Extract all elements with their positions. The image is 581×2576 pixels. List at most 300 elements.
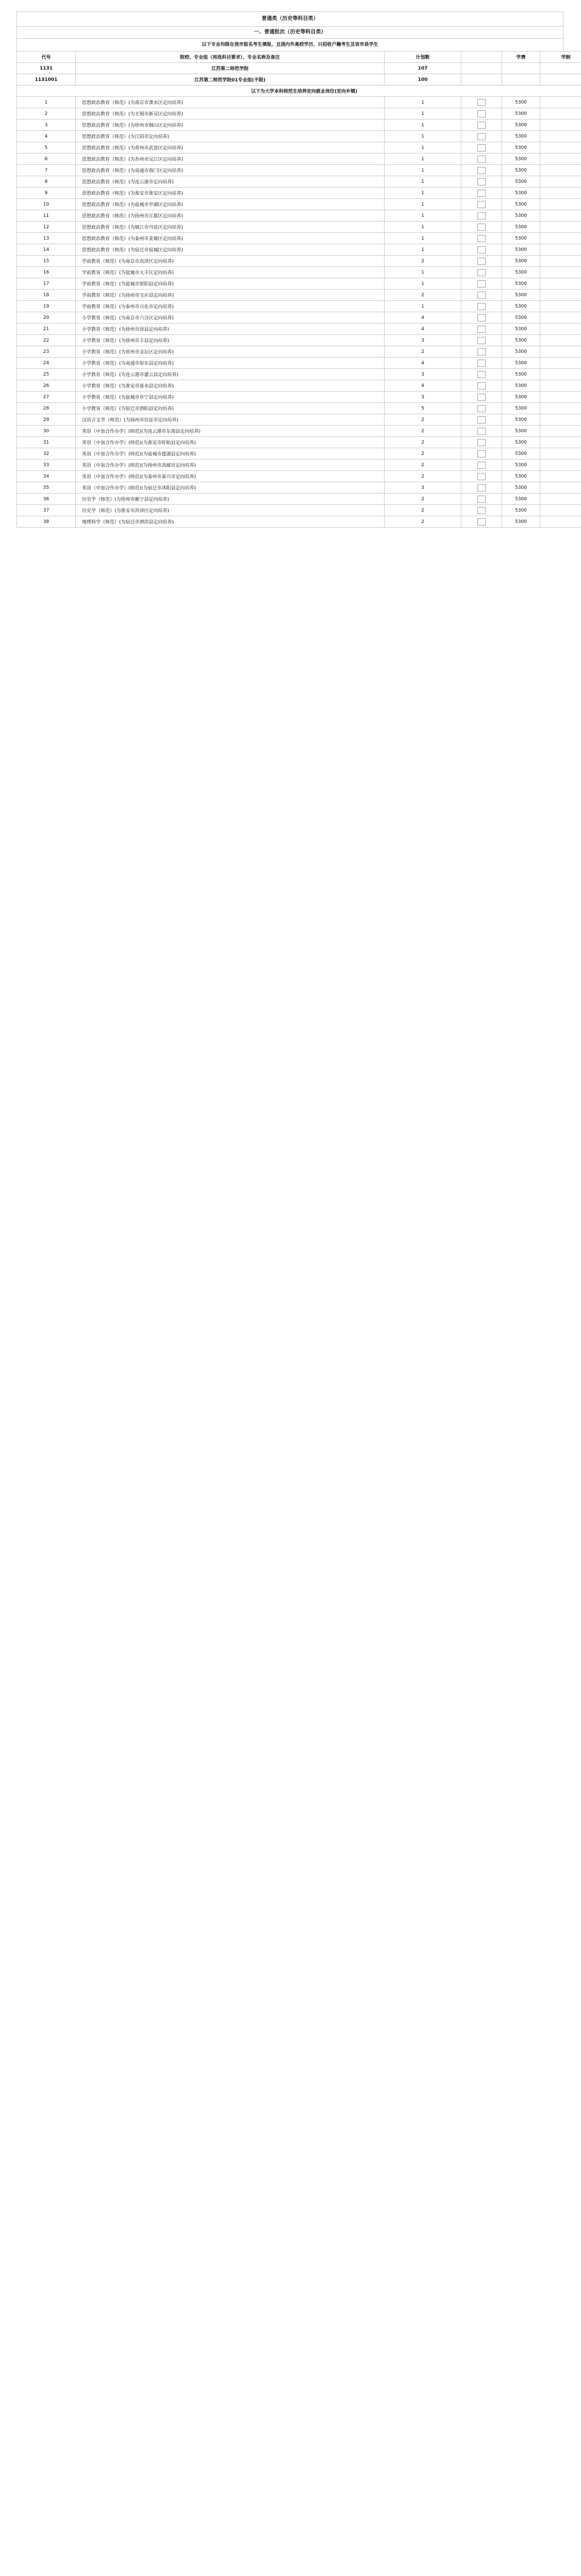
row-code: 31 [17,437,76,448]
row-checkbox[interactable] [461,516,502,528]
row-years [540,414,581,426]
row-code: 27 [17,392,76,403]
row-plan: 3 [385,369,461,380]
row-checkbox[interactable] [461,301,502,312]
row-major: 思想政治教育（师范）(为徐州市铜山区定向培养) [76,120,385,131]
row-fee: 5300 [502,278,540,290]
school-row [17,63,581,74]
checkbox-icon[interactable] [477,314,486,321]
row-years [540,494,581,505]
row-years [540,256,581,267]
row-major: 英语（中加合作办学）(师范)(为泰州市泰兴市定向培养) [76,471,385,482]
row-major: 学前教育（师范）(为泰州市兴化市定向培养) [76,301,385,312]
row-code: 35 [17,482,76,494]
table-row [17,131,581,142]
row-plan: 1 [385,108,461,120]
checkbox-icon[interactable] [477,326,486,333]
row-checkbox[interactable] [461,324,502,335]
table-row [17,324,581,335]
row-major: 小学教育（师范）(为宿迁市泗阳县定向培养) [76,403,385,414]
table-header-row [17,52,581,63]
row-years [540,97,581,108]
table-row [17,108,581,120]
checkbox-icon[interactable] [477,201,486,208]
header-blank [461,52,502,63]
row-fee: 5300 [502,222,540,233]
row-major: 思想政治教育（师范）(为镇江市丹徒区定向培养) [76,222,385,233]
checkbox-icon[interactable] [477,405,486,412]
row-years [540,278,581,290]
row-major: 汉语言文学（师范）(为扬州市仪征市定向培养) [76,414,385,426]
row-checkbox[interactable] [461,482,502,494]
row-major: 英语（中加合作办学）(师范)(为扬州市高邮市定向培养) [76,460,385,471]
checkbox-icon[interactable] [477,450,486,457]
row-code: 8 [17,176,76,188]
table-row [17,335,581,346]
header-code: 代号 [17,52,76,63]
table-row [17,165,581,176]
row-checkbox[interactable] [461,188,502,199]
row-major: 思想政治教育（师范）(为无锡市新吴区定向培养) [76,108,385,120]
table-row [17,369,581,380]
checkbox-icon[interactable] [477,280,486,287]
row-code: 34 [17,471,76,482]
row-checkbox[interactable] [461,278,502,290]
row-fee: 5300 [502,199,540,210]
plan-table [16,51,581,528]
row-major: 思想政治教育（师范）(为泰州市姜堰区定向培养) [76,233,385,244]
row-checkbox[interactable] [461,380,502,392]
row-code: 37 [17,505,76,516]
table-row [17,301,581,312]
row-fee: 5300 [502,414,540,426]
row-years [540,471,581,482]
row-checkbox[interactable] [461,131,502,142]
row-code: 18 [17,290,76,301]
row-years [540,426,581,437]
checkbox-icon[interactable] [477,235,486,242]
row-years [540,131,581,142]
row-plan: 2 [385,516,461,528]
table-row [17,267,581,278]
row-years [540,290,581,301]
row-major: 小学教育（师范）(为淮安市涟水县定向培养) [76,380,385,392]
checkbox-icon[interactable] [477,382,486,389]
row-code: 32 [17,448,76,460]
table-row [17,278,581,290]
table-row [17,460,581,471]
row-major: 英语（中加合作办学）(师范)(为淮安市盱眙县定向培养) [76,437,385,448]
row-major: 小学教育（师范）(为徐州市丰县定向培养) [76,335,385,346]
row-major: 英语（中加合作办学）(师范)(为连云港市东海县定向培养) [76,426,385,437]
row-code: 21 [17,324,76,335]
header-plan: 计划数 [385,52,461,63]
table-row [17,380,581,392]
row-fee: 5300 [502,290,540,301]
row-checkbox[interactable] [461,392,502,403]
row-years [540,120,581,131]
checkbox-icon[interactable] [477,518,486,526]
row-years [540,448,581,460]
group-row [17,74,581,86]
table-row [17,222,581,233]
row-plan: 1 [385,120,461,131]
table-row [17,120,581,131]
group-code: 1131001 [17,74,76,86]
row-years [540,154,581,165]
row-checkbox[interactable] [461,471,502,482]
school-empty-2 [502,63,540,74]
table-row [17,516,581,528]
row-years [540,222,581,233]
row-plan: 1 [385,278,461,290]
row-checkbox[interactable] [461,437,502,448]
row-checkbox[interactable] [461,256,502,267]
row-major: 学前教育（师范）(为南京市高淳区定向培养) [76,256,385,267]
row-code: 3 [17,120,76,131]
row-checkbox[interactable] [461,199,502,210]
row-major: 英语（中加合作办学）(师范)(为盐城市建湖县定向培养) [76,448,385,460]
row-plan: 1 [385,244,461,256]
checkbox-icon[interactable] [477,292,486,299]
row-plan: 1 [385,210,461,222]
row-checkbox[interactable] [461,426,502,437]
row-fee: 5300 [502,494,540,505]
row-years [540,516,581,528]
row-years [540,312,581,324]
group-plan: 100 [385,74,461,86]
row-years [540,199,581,210]
row-major: 英语（中加合作办学）(师范)(为宿迁市沭阳县定向培养) [76,482,385,494]
row-fee: 5300 [502,120,540,131]
row-plan: 4 [385,324,461,335]
row-major: 思想政治教育（师范）(为江阴市定向培养) [76,131,385,142]
row-fee: 5300 [502,97,540,108]
row-years [540,165,581,176]
row-checkbox[interactable] [461,120,502,131]
row-checkbox[interactable] [461,505,502,516]
row-checkbox[interactable] [461,346,502,358]
row-plan: 4 [385,380,461,392]
row-plan: 3 [385,482,461,494]
table-row [17,290,581,301]
checkbox-icon[interactable] [477,178,486,185]
row-major: 小学教育（师范）(为徐州市沛县定向培养) [76,324,385,335]
table-row [17,142,581,154]
row-code: 10 [17,199,76,210]
row-fee: 5300 [502,482,540,494]
row-plan: 2 [385,471,461,482]
checkbox-icon[interactable] [477,394,486,401]
row-plan: 2 [385,448,461,460]
row-code: 7 [17,165,76,176]
section-note: 以下专业均限在我市报名考生填报，且国内外高校学历，只招收户籍考生及该市县学生 [16,38,563,51]
checkbox-icon[interactable] [477,337,486,344]
checkbox-icon[interactable] [477,439,486,446]
row-code: 24 [17,358,76,369]
row-plan: 4 [385,312,461,324]
checkbox-icon[interactable] [477,462,486,469]
checkbox-icon[interactable] [477,122,486,129]
row-fee: 5300 [502,108,540,120]
row-code: 23 [17,346,76,358]
table-row [17,97,581,108]
row-checkbox[interactable] [461,222,502,233]
row-years [540,460,581,471]
row-code: 14 [17,244,76,256]
checkbox-icon[interactable] [477,133,486,140]
table-row [17,437,581,448]
row-fee: 5300 [502,142,540,154]
row-fee: 5300 [502,369,540,380]
row-plan: 1 [385,131,461,142]
row-years [540,176,581,188]
row-major: 思想政治教育（师范）(为淮安市淮安区定向培养) [76,188,385,199]
row-checkbox[interactable] [461,108,502,120]
row-code: 26 [17,380,76,392]
row-major: 思想政治教育（师范）(为南京市溧水区定向培养) [76,97,385,108]
row-plan: 2 [385,414,461,426]
checkbox-icon[interactable] [477,473,486,480]
section-header: 一、普通批次（历史等科目类） [16,26,563,38]
table-row [17,199,581,210]
row-plan: 1 [385,199,461,210]
document-title: 普通类（历史等科目类） [16,11,563,26]
row-code: 5 [17,142,76,154]
row-code: 33 [17,460,76,471]
row-plan: 2 [385,256,461,267]
row-major: 学前教育（师范）(为扬州市宝应县定向培养) [76,290,385,301]
checkbox-icon[interactable] [477,360,486,367]
row-years [540,392,581,403]
row-code: 12 [17,222,76,233]
checkbox-icon[interactable] [477,496,486,503]
row-fee: 5300 [502,176,540,188]
checkbox-icon[interactable] [477,144,486,151]
row-fee: 5300 [502,267,540,278]
row-plan: 2 [385,437,461,448]
table-row [17,256,581,267]
row-fee: 5300 [502,233,540,244]
checkbox-icon[interactable] [477,212,486,219]
row-major: 思想政治教育（师范）(为扬州市江都区定向培养) [76,210,385,222]
checkbox-icon[interactable] [477,428,486,435]
checkbox-icon[interactable] [477,224,486,231]
row-code: 29 [17,414,76,426]
row-code: 4 [17,131,76,142]
row-plan: 4 [385,358,461,369]
row-plan: 2 [385,290,461,301]
row-code: 1 [17,97,76,108]
header-name: 院校、专业组（再选科目要求）、专业名称及备注 [76,52,385,63]
row-checkbox[interactable] [461,267,502,278]
checkbox-icon[interactable] [477,416,486,423]
row-fee: 5300 [502,188,540,199]
row-major: 思想政治教育（师范）(为盐城市亭湖区定向培养) [76,199,385,210]
row-code: 2 [17,108,76,120]
row-plan: 1 [385,154,461,165]
table-row [17,426,581,437]
row-checkbox[interactable] [461,290,502,301]
row-years [540,324,581,335]
row-checkbox[interactable] [461,369,502,380]
row-fee: 5300 [502,324,540,335]
row-checkbox[interactable] [461,210,502,222]
checkbox-icon[interactable] [477,110,486,117]
row-plan: 1 [385,165,461,176]
row-major: 历史学（师范）(为徐州市睢宁县定向培养) [76,494,385,505]
row-code: 38 [17,516,76,528]
row-plan: 1 [385,97,461,108]
row-plan: 1 [385,176,461,188]
checkbox-icon[interactable] [477,269,486,276]
admission-plan-document [16,11,571,528]
row-plan: 3 [385,335,461,346]
row-checkbox[interactable] [461,233,502,244]
row-checkbox[interactable] [461,97,502,108]
row-code: 16 [17,267,76,278]
row-years [540,233,581,244]
row-years [540,358,581,369]
row-fee: 5300 [502,301,540,312]
checkbox-icon[interactable] [477,258,486,265]
table-row [17,233,581,244]
row-major: 思想政治教育（师范）(为苏州市吴江区定向培养) [76,154,385,165]
row-fee: 5300 [502,403,540,414]
row-major: 小学教育（师范）(为连云港市灌云县定向培养) [76,369,385,380]
row-checkbox[interactable] [461,165,502,176]
row-major: 思想政治教育（师范）(为宿迁市宿城区定向培养) [76,244,385,256]
row-fee: 5300 [502,165,540,176]
row-fee: 5300 [502,505,540,516]
row-checkbox[interactable] [461,494,502,505]
row-code: 28 [17,403,76,414]
table-row [17,154,581,165]
table-row [17,188,581,199]
row-years [540,142,581,154]
row-checkbox[interactable] [461,460,502,471]
row-code: 11 [17,210,76,222]
row-fee: 5300 [502,346,540,358]
row-years [540,437,581,448]
row-code: 25 [17,369,76,380]
row-checkbox[interactable] [461,142,502,154]
row-checkbox[interactable] [461,448,502,460]
checkbox-icon[interactable] [477,99,486,106]
table-row [17,346,581,358]
row-code: 15 [17,256,76,267]
row-major: 小学教育（师范）(为盐城市阜宁县定向培养) [76,392,385,403]
row-major: 小学教育（师范）(为常州市金坛区定向培养) [76,346,385,358]
row-major: 思想政治教育（师范）(为常州市武进区定向培养) [76,142,385,154]
row-fee: 5300 [502,516,540,528]
row-fee: 5300 [502,426,540,437]
row-plan: 1 [385,301,461,312]
row-code: 19 [17,301,76,312]
row-code: 6 [17,154,76,165]
school-name: 江苏第二师范学院 [76,63,385,74]
row-years [540,335,581,346]
checkbox-icon[interactable] [477,371,486,378]
row-checkbox[interactable] [461,244,502,256]
row-major: 小学教育（师范）(为南通市如东县定向培养) [76,358,385,369]
row-fee: 5300 [502,380,540,392]
row-major: 小学教育（师范）(为南京市六合区定向培养) [76,312,385,324]
table-row [17,471,581,482]
row-plan: 1 [385,222,461,233]
row-checkbox[interactable] [461,312,502,324]
row-checkbox[interactable] [461,403,502,414]
row-years [540,380,581,392]
row-checkbox[interactable] [461,414,502,426]
row-code: 13 [17,233,76,244]
table-row [17,176,581,188]
group-note: 以下为大学本科师范生培养定向就业岗位(定向乡镇) [17,86,581,97]
row-years [540,482,581,494]
table-row [17,312,581,324]
row-years [540,346,581,358]
row-years [540,210,581,222]
row-plan: 2 [385,505,461,516]
row-plan: 1 [385,142,461,154]
row-major: 历史学（师范）(为淮安市洪泽区定向培养) [76,505,385,516]
checkbox-icon[interactable] [477,246,486,253]
row-checkbox[interactable] [461,358,502,369]
group-note-row [17,86,581,97]
row-fee: 5300 [502,471,540,482]
row-fee: 5300 [502,131,540,142]
table-row [17,244,581,256]
group-empty-3 [540,74,581,86]
row-fee: 5300 [502,437,540,448]
row-plan: 1 [385,267,461,278]
row-years [540,188,581,199]
checkbox-icon[interactable] [477,190,486,197]
checkbox-icon[interactable] [477,167,486,174]
checkbox-icon[interactable] [477,484,486,492]
row-checkbox[interactable] [461,176,502,188]
checkbox-icon[interactable] [477,303,486,310]
school-empty-1 [461,63,502,74]
row-plan: 2 [385,460,461,471]
row-plan: 2 [385,346,461,358]
checkbox-icon[interactable] [477,507,486,514]
table-row [17,448,581,460]
group-name: 江苏第二师范学院01专业组(不限) [76,74,385,86]
row-code: 9 [17,188,76,199]
row-years [540,244,581,256]
row-years [540,108,581,120]
row-checkbox[interactable] [461,154,502,165]
group-empty-2 [502,74,540,86]
row-major: 思想政治教育（师范）(为连云港市定向培养) [76,176,385,188]
row-years [540,403,581,414]
checkbox-icon[interactable] [477,348,486,355]
row-fee: 5300 [502,460,540,471]
row-plan: 1 [385,233,461,244]
row-plan: 1 [385,188,461,199]
row-plan: 3 [385,392,461,403]
checkbox-icon[interactable] [477,156,486,163]
table-row [17,392,581,403]
row-fee: 5300 [502,358,540,369]
table-row [17,482,581,494]
row-checkbox[interactable] [461,335,502,346]
row-fee: 5300 [502,210,540,222]
row-fee: 5300 [502,256,540,267]
table-row [17,414,581,426]
school-code: 1131 [17,63,76,74]
